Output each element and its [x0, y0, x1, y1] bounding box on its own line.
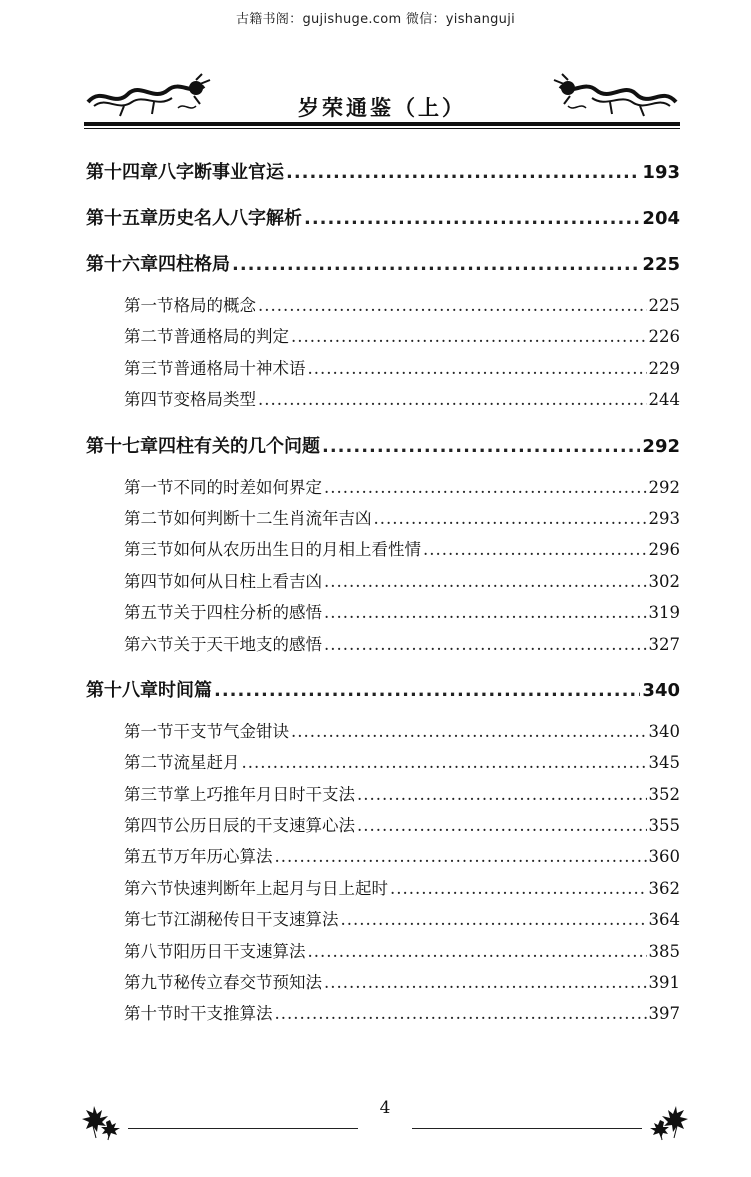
toc-section[interactable]	[86, 716, 680, 747]
page-ref: 244	[648, 390, 680, 410]
section-title: 如何从日柱上看吉凶	[173, 571, 322, 591]
toc-section[interactable]	[86, 566, 680, 597]
page-ref: 327	[648, 634, 680, 654]
page-ref: 292	[648, 477, 680, 497]
section-label: 第十节	[124, 1004, 174, 1024]
chapter-label: 第十七章	[86, 435, 158, 457]
chapter-title: 四柱格局	[158, 254, 230, 275]
chapter-label: 第十六章	[86, 254, 158, 275]
page-ref: 340	[648, 721, 680, 741]
toc-section[interactable]	[86, 629, 680, 660]
page-ref: 355	[648, 816, 680, 836]
page-ref: 293	[648, 508, 680, 528]
section-title: 江湖秘传日干支速算法	[173, 910, 339, 930]
section-label: 第六节	[124, 878, 174, 898]
dot-leader	[258, 290, 647, 321]
dot-leader	[390, 873, 647, 904]
section-label: 第三节	[124, 540, 174, 560]
section-title: 快速判断年上起月与日上起时	[173, 878, 388, 898]
dot-leader	[324, 566, 647, 597]
section-title: 流星赶月	[173, 753, 240, 773]
page-ref: 397	[648, 1004, 680, 1024]
page-ref: 340	[642, 679, 680, 701]
section-label: 第三节	[124, 784, 174, 804]
page-ref: 302	[648, 571, 680, 591]
toc-section[interactable]	[86, 597, 680, 628]
section-label: 第二节	[124, 508, 174, 528]
chapter-label: 第十四章	[86, 162, 158, 183]
toc-section[interactable]	[86, 472, 680, 503]
page-ref: 385	[648, 941, 680, 961]
section-title: 普通格局十神术语	[173, 358, 306, 378]
section-label: 第一节	[124, 477, 174, 497]
page-header	[84, 72, 680, 132]
section-label: 第四节	[124, 816, 174, 836]
page-ref: 364	[648, 910, 680, 930]
dot-leader	[291, 716, 647, 747]
toc-chapter[interactable]	[86, 158, 680, 188]
toc-chapter[interactable]	[86, 250, 680, 280]
page-ref: 362	[648, 878, 680, 898]
dot-leader	[308, 353, 647, 384]
dot-leader	[324, 472, 647, 503]
toc-section[interactable]	[86, 998, 680, 1029]
toc-section[interactable]	[86, 503, 680, 534]
section-label: 第三节	[124, 358, 174, 378]
section-label: 第四节	[124, 571, 174, 591]
dot-leader	[357, 779, 647, 810]
section-label: 第四节	[124, 390, 174, 410]
dot-leader	[308, 936, 647, 967]
page-ref: 345	[648, 753, 680, 773]
toc-section[interactable]	[86, 873, 680, 904]
dot-leader	[322, 432, 640, 462]
section-label: 第二节	[124, 753, 174, 773]
page-ref: 296	[648, 540, 680, 560]
chapter-title: 时间篇	[158, 679, 212, 701]
footer-rule	[412, 1128, 642, 1129]
maple-leaf-icon	[646, 1102, 690, 1142]
toc-section[interactable]	[86, 384, 680, 415]
chapter-label: 第十八章	[86, 679, 158, 701]
section-title: 不同的时差如何界定	[173, 477, 322, 497]
dot-leader	[324, 597, 647, 628]
dot-leader	[423, 534, 647, 565]
dot-leader	[232, 250, 640, 280]
dot-leader	[304, 204, 640, 234]
toc-chapter[interactable]	[86, 676, 680, 706]
dot-leader	[242, 747, 647, 778]
section-title: 万年历心算法	[173, 847, 273, 867]
page-ref: 226	[648, 327, 680, 347]
section-label: 第六节	[124, 634, 174, 654]
dot-leader	[291, 321, 647, 352]
page-footer	[80, 1098, 690, 1148]
chapter-title: 八字断事业官运	[158, 162, 284, 183]
book-title: 岁荣通鉴（上）	[298, 96, 466, 120]
dot-leader	[275, 998, 647, 1029]
page-ref: 204	[642, 208, 680, 229]
toc-section[interactable]	[86, 810, 680, 841]
dot-leader	[258, 384, 647, 415]
toc-section[interactable]	[86, 967, 680, 998]
page-number: 4	[379, 1098, 391, 1118]
section-title: 如何从农历出生日的月相上看性情	[173, 540, 421, 560]
page-ref: 352	[648, 784, 680, 804]
section-title: 格局的概念	[173, 296, 256, 315]
section-title: 变格局类型	[173, 390, 256, 410]
section-title: 普通格局的判定	[173, 327, 289, 347]
section-title: 公历日辰的干支速算心法	[173, 816, 355, 836]
section-label: 第八节	[124, 941, 174, 961]
section-title: 关于四柱分析的感悟	[173, 603, 322, 623]
dot-leader	[275, 841, 647, 872]
toc-section[interactable]	[86, 534, 680, 565]
section-title: 阳历日干支速算法	[173, 941, 306, 961]
section-title: 时干支推算法	[173, 1004, 273, 1024]
dot-leader	[214, 676, 640, 706]
toc-section[interactable]	[86, 290, 680, 321]
section-label: 第七节	[124, 910, 174, 930]
chapter-title: 历史名人八字解析	[158, 208, 302, 229]
section-label: 第五节	[124, 603, 174, 623]
section-label: 第一节	[124, 296, 174, 315]
toc-chapter[interactable]	[86, 432, 680, 462]
page-ref: 391	[648, 973, 680, 993]
section-title: 干支节气金钳诀	[173, 721, 289, 741]
dot-leader	[341, 904, 647, 935]
dot-leader	[324, 967, 647, 998]
page-ref: 193	[642, 162, 680, 183]
section-title: 秘传立春交节预知法	[173, 973, 322, 993]
header-rule-thin	[84, 128, 680, 129]
page-ref: 360	[648, 847, 680, 867]
dot-leader	[324, 629, 647, 660]
toc-section[interactable]	[86, 841, 680, 872]
section-label: 第二节	[124, 327, 174, 347]
dot-leader	[374, 503, 647, 534]
toc-section[interactable]	[86, 936, 680, 967]
toc-section[interactable]	[86, 353, 680, 384]
toc-chapter[interactable]	[86, 204, 680, 234]
page-ref: 225	[642, 254, 680, 275]
dot-leader	[357, 810, 647, 841]
toc-section[interactable]	[86, 779, 680, 810]
page-ref: 225	[648, 296, 680, 315]
toc-section[interactable]	[86, 747, 680, 778]
toc-section[interactable]	[86, 321, 680, 352]
section-title: 如何判断十二生肖流年吉凶	[173, 508, 372, 528]
header-rule	[84, 122, 680, 126]
page-ref: 229	[648, 358, 680, 378]
table-of-contents	[86, 158, 680, 1030]
section-title: 掌上巧推年月日时干支法	[173, 784, 355, 804]
section-label: 第一节	[124, 721, 174, 741]
chapter-title: 四柱有关的几个问题	[158, 435, 320, 457]
page-ref: 319	[648, 603, 680, 623]
section-label: 第五节	[124, 847, 174, 867]
footer-rule	[128, 1128, 358, 1129]
watermark-text: 古籍书阁：gujishuge.com 微信：yishanguji	[235, 12, 516, 27]
section-label: 第九节	[124, 973, 174, 993]
page-ref: 292	[642, 435, 680, 457]
toc-section[interactable]	[86, 904, 680, 935]
section-title: 关于天干地支的感悟	[173, 634, 322, 654]
chapter-label: 第十五章	[86, 208, 158, 229]
dot-leader	[286, 158, 640, 188]
